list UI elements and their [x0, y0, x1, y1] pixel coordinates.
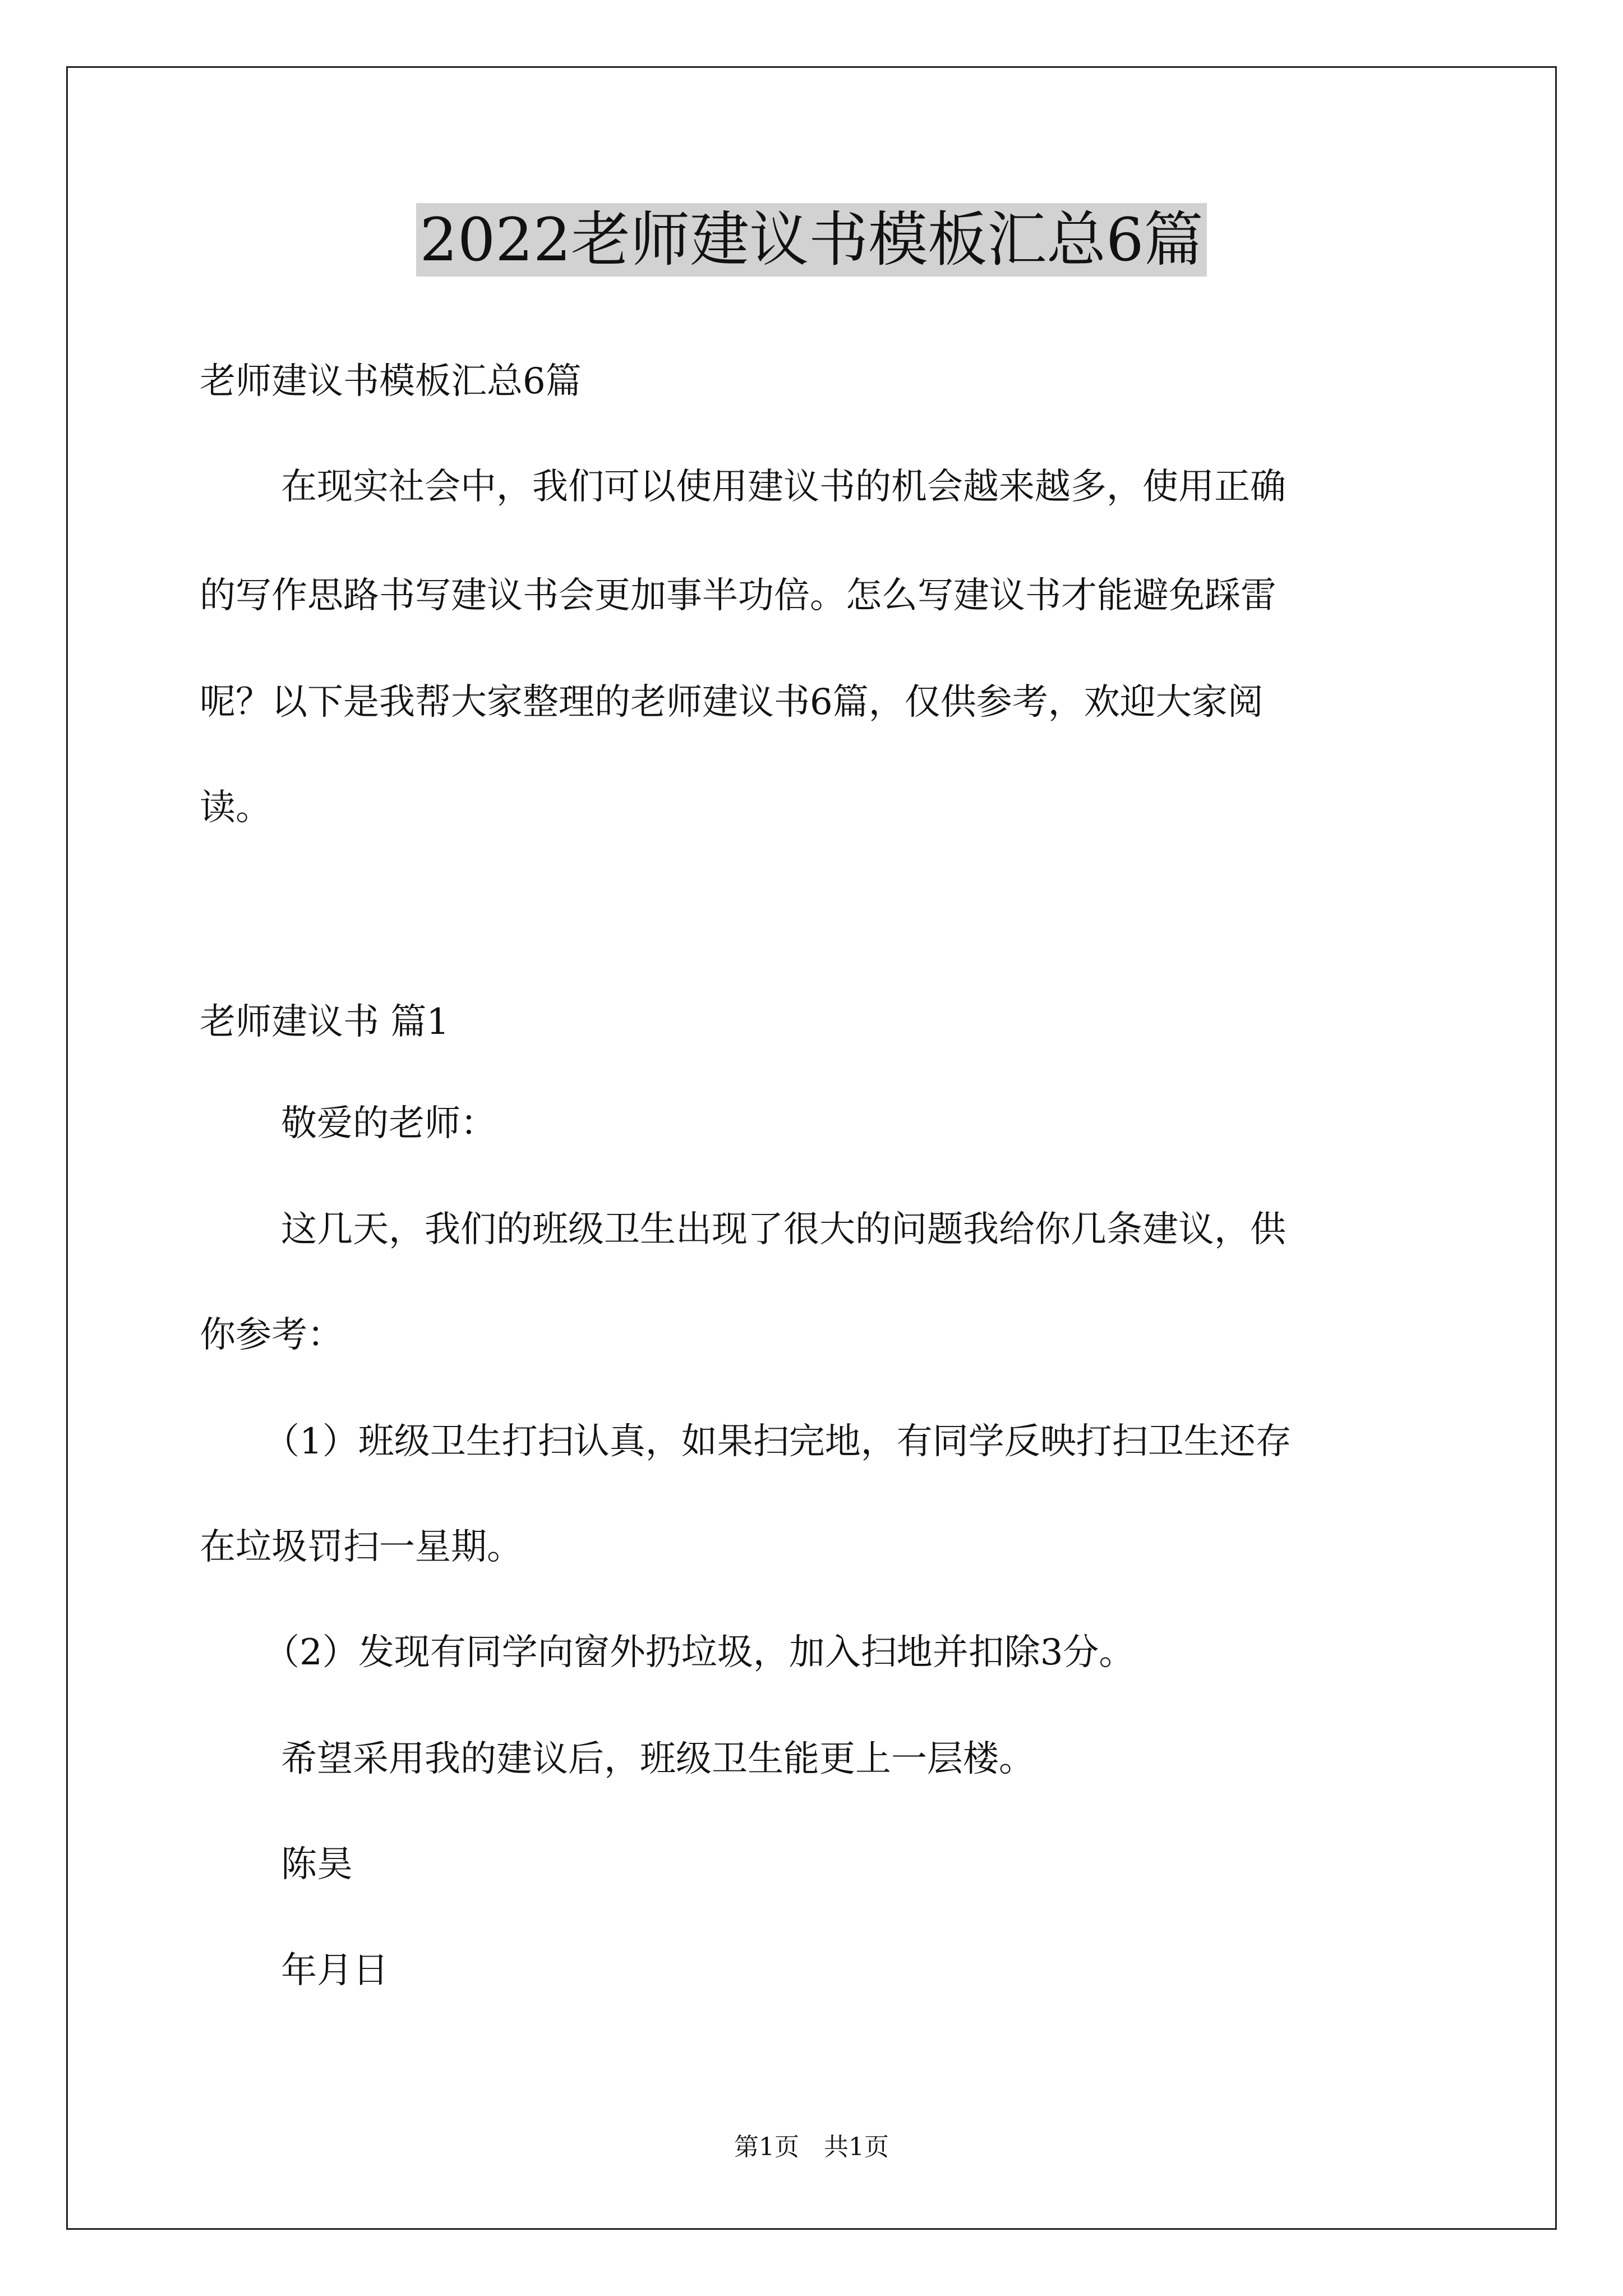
section-heading: 老师建议书 篇1: [200, 1001, 450, 1043]
page-number: 第1页 共1页: [734, 2133, 889, 2161]
body-line-5: （2）发现有同学向窗外扔垃圾，加入扫地并扣除3分。: [264, 1632, 1135, 1673]
document-title: [0, 204, 1623, 277]
signature: 陈昊: [281, 1844, 353, 1885]
document-subtitle: 老师建议书模板汇总6篇: [200, 361, 582, 402]
intro-line-2: 的写作思路书写建议书会更加事半功倍。怎么写建议书才能避免踩雷: [200, 575, 1276, 616]
intro-line-3: 呢？以下是我帮大家整理的老师建议书6篇，仅供参考，欢迎大家阅: [200, 682, 1264, 723]
body-line-3: （1）班级卫生打扫认真，如果扫完地，有同学反映打扫卫生还存: [264, 1421, 1292, 1462]
document-title-text: 2022老师建议书模板汇总6篇: [416, 203, 1206, 277]
body-line-1: 这几天，我们的班级卫生出现了很大的问题我给你几条建议，供: [281, 1209, 1286, 1250]
body-line-2: 你参考：: [200, 1314, 343, 1356]
intro-line-1: 在现实社会中，我们可以使用建议书的机会越来越多，使用正确: [281, 466, 1286, 508]
salutation: 敬爱的老师：: [281, 1103, 496, 1144]
intro-line-4: 读。: [200, 787, 271, 829]
page-footer: [0, 2132, 1623, 2163]
body-line-6: 希望采用我的建议后，班级卫生能更上一层楼。: [281, 1738, 1035, 1780]
date-line: 年月日: [281, 1950, 389, 1991]
body-line-4: 在垃圾罚扫一星期。: [200, 1526, 523, 1568]
